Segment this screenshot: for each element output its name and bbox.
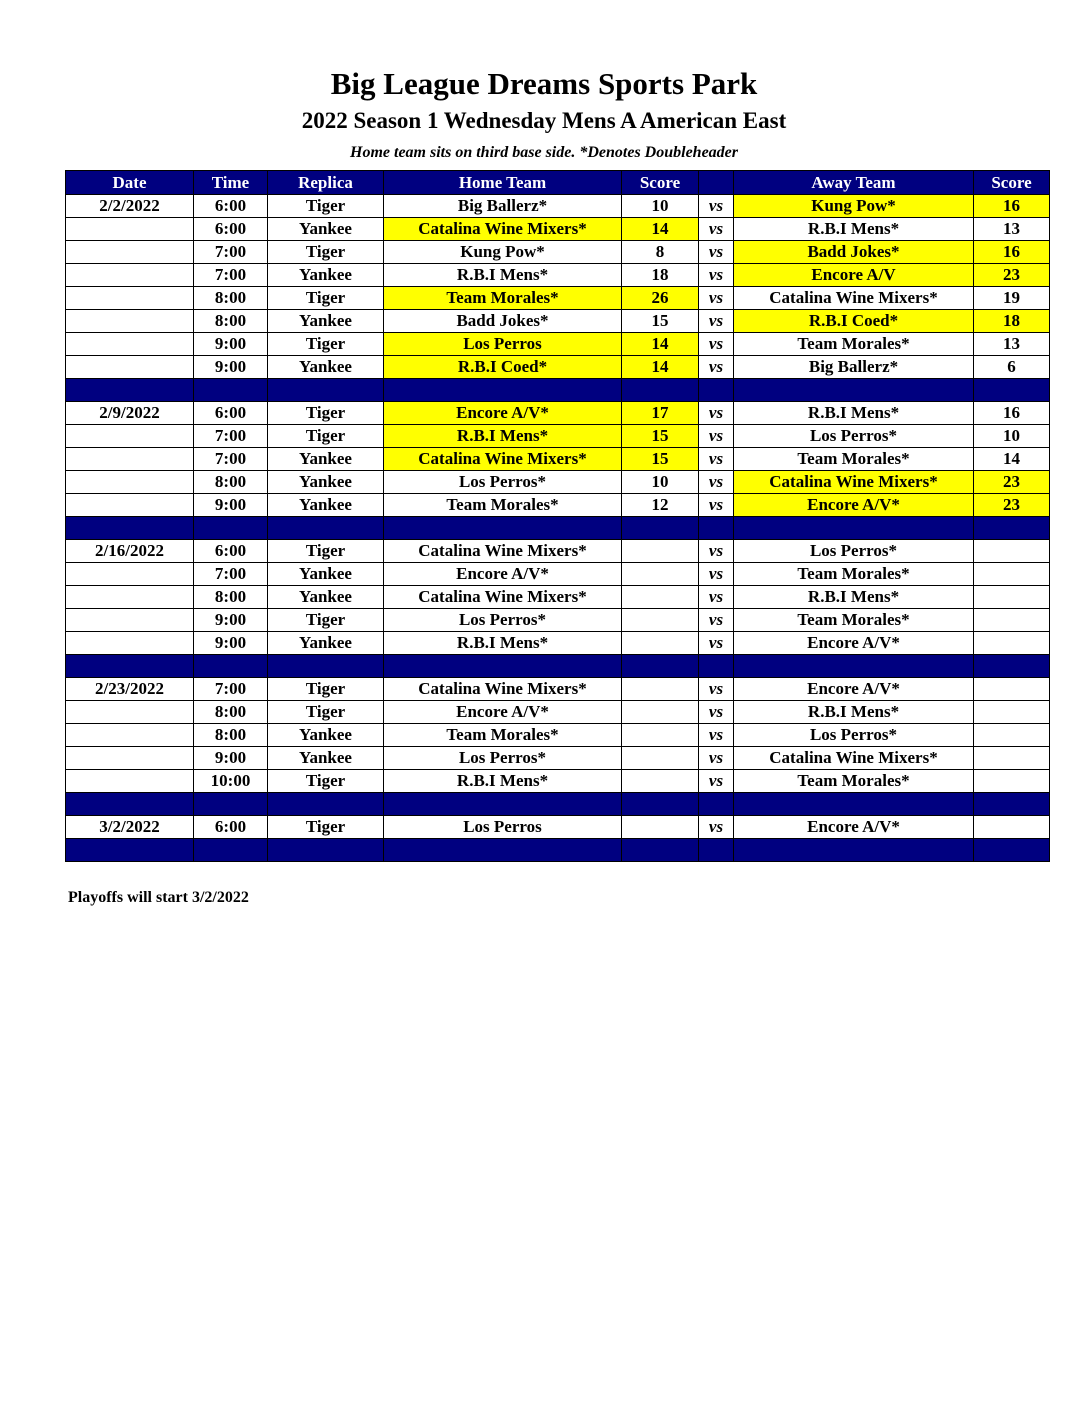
- home-score-cell: 12: [622, 494, 699, 517]
- time-cell: 6:00: [194, 195, 268, 218]
- game-row: [66, 678, 1050, 701]
- vs-cell: vs: [699, 586, 734, 609]
- away-team-cell: Los Perros*: [734, 724, 974, 747]
- home-score-cell: [622, 770, 699, 793]
- vs-cell: vs: [699, 333, 734, 356]
- time-cell: 8:00: [194, 471, 268, 494]
- separator-cell: [734, 517, 974, 540]
- vs-cell: vs: [699, 310, 734, 333]
- home-score-cell: 14: [622, 218, 699, 241]
- vs-cell: vs: [699, 471, 734, 494]
- away-score-cell: [974, 586, 1050, 609]
- home-score-cell: 15: [622, 425, 699, 448]
- separator-cell: [194, 379, 268, 402]
- away-team-cell: R.B.I Mens*: [734, 701, 974, 724]
- separator-cell: [194, 839, 268, 862]
- away-team-cell: Team Morales*: [734, 333, 974, 356]
- time-cell: 7:00: [194, 425, 268, 448]
- time-cell: 7:00: [194, 678, 268, 701]
- away-team-cell: Encore A/V*: [734, 494, 974, 517]
- game-row: [66, 747, 1050, 770]
- separator-row: [66, 379, 1050, 402]
- away-score-cell: 16: [974, 195, 1050, 218]
- vs-cell: vs: [699, 356, 734, 379]
- replica-cell: Yankee: [268, 471, 384, 494]
- home-team-cell: Catalina Wine Mixers*: [384, 218, 622, 241]
- away-score-cell: 13: [974, 218, 1050, 241]
- page-subtitle: 2022 Season 1 Wednesday Mens A American East: [301, 108, 787, 133]
- away-score-cell: 23: [974, 471, 1050, 494]
- separator-cell: [734, 839, 974, 862]
- vs-cell: vs: [699, 540, 734, 563]
- date-cell: [66, 494, 194, 517]
- away-team-cell: Encore A/V*: [734, 632, 974, 655]
- home-score-cell: [622, 816, 699, 839]
- away-score-cell: 6: [974, 356, 1050, 379]
- away-score-cell: [974, 678, 1050, 701]
- date-cell: [66, 632, 194, 655]
- replica-cell: Tiger: [268, 609, 384, 632]
- replica-cell: Tiger: [268, 287, 384, 310]
- vs-cell: vs: [699, 425, 734, 448]
- date-cell: 2/23/2022: [66, 678, 194, 701]
- away-score-cell: [974, 747, 1050, 770]
- home-team-cell: Encore A/V*: [384, 701, 622, 724]
- separator-cell: [66, 839, 194, 862]
- away-score-cell: [974, 540, 1050, 563]
- home-score-cell: 18: [622, 264, 699, 287]
- away-team-cell: Team Morales*: [734, 563, 974, 586]
- vs-cell: vs: [699, 218, 734, 241]
- date-cell: 2/2/2022: [66, 195, 194, 218]
- date-cell: [66, 471, 194, 494]
- replica-cell: Yankee: [268, 724, 384, 747]
- away-score-cell: 14: [974, 448, 1050, 471]
- separator-cell: [622, 517, 699, 540]
- separator-cell: [194, 655, 268, 678]
- separator-cell: [974, 517, 1050, 540]
- home-team-cell: Kung Pow*: [384, 241, 622, 264]
- date-cell: [66, 356, 194, 379]
- game-row: [66, 241, 1050, 264]
- away-team-cell: R.B.I Mens*: [734, 402, 974, 425]
- vs-cell: vs: [699, 241, 734, 264]
- col-home-team-header: Home Team: [384, 171, 622, 195]
- time-cell: 9:00: [194, 609, 268, 632]
- away-team-cell: Team Morales*: [734, 770, 974, 793]
- replica-cell: Yankee: [268, 264, 384, 287]
- away-team-cell: Team Morales*: [734, 448, 974, 471]
- col-away-team-header: Away Team: [734, 171, 974, 195]
- game-row: [66, 425, 1050, 448]
- home-score-cell: [622, 632, 699, 655]
- separator-row: [66, 793, 1050, 816]
- home-team-cell: Catalina Wine Mixers*: [384, 678, 622, 701]
- separator-cell: [699, 517, 734, 540]
- home-team-cell: Catalina Wine Mixers*: [384, 448, 622, 471]
- game-row: [66, 701, 1050, 724]
- home-team-cell: Los Perros*: [384, 747, 622, 770]
- away-team-cell: Badd Jokes*: [734, 241, 974, 264]
- home-team-cell: R.B.I Mens*: [384, 632, 622, 655]
- separator-cell: [699, 839, 734, 862]
- home-score-cell: 10: [622, 471, 699, 494]
- date-cell: 2/9/2022: [66, 402, 194, 425]
- away-team-cell: R.B.I Mens*: [734, 218, 974, 241]
- replica-cell: Tiger: [268, 402, 384, 425]
- home-score-cell: [622, 701, 699, 724]
- home-score-cell: 10: [622, 195, 699, 218]
- separator-cell: [974, 379, 1050, 402]
- time-cell: 7:00: [194, 264, 268, 287]
- home-score-cell: [622, 540, 699, 563]
- replica-cell: Tiger: [268, 816, 384, 839]
- separator-cell: [699, 793, 734, 816]
- vs-cell: vs: [699, 563, 734, 586]
- away-team-cell: Los Perros*: [734, 425, 974, 448]
- replica-cell: Yankee: [268, 563, 384, 586]
- away-score-cell: [974, 724, 1050, 747]
- col-time-header: Time: [194, 171, 268, 195]
- date-cell: [66, 241, 194, 264]
- away-team-cell: Team Morales*: [734, 609, 974, 632]
- time-cell: 9:00: [194, 494, 268, 517]
- replica-cell: Yankee: [268, 632, 384, 655]
- time-cell: 9:00: [194, 333, 268, 356]
- home-team-cell: R.B.I Mens*: [384, 425, 622, 448]
- replica-cell: Tiger: [268, 678, 384, 701]
- away-team-cell: Catalina Wine Mixers*: [734, 287, 974, 310]
- game-row: [66, 632, 1050, 655]
- time-cell: 9:00: [194, 356, 268, 379]
- playoffs-note: Playoffs will start 3/2/2022: [68, 889, 249, 906]
- col-date-header: Date: [66, 171, 194, 195]
- replica-cell: Tiger: [268, 540, 384, 563]
- away-team-cell: R.B.I Coed*: [734, 310, 974, 333]
- away-score-cell: [974, 770, 1050, 793]
- game-row: [66, 356, 1050, 379]
- replica-cell: Yankee: [268, 747, 384, 770]
- separator-cell: [194, 517, 268, 540]
- date-cell: [66, 287, 194, 310]
- away-team-cell: Catalina Wine Mixers*: [734, 747, 974, 770]
- away-team-cell: Encore A/V*: [734, 678, 974, 701]
- game-row: [66, 448, 1050, 471]
- time-cell: 6:00: [194, 218, 268, 241]
- game-row: [66, 333, 1050, 356]
- time-cell: 8:00: [194, 724, 268, 747]
- home-team-cell: Encore A/V*: [384, 563, 622, 586]
- vs-cell: vs: [699, 747, 734, 770]
- time-cell: 7:00: [194, 241, 268, 264]
- game-row: [66, 609, 1050, 632]
- away-team-cell: Big Ballerz*: [734, 356, 974, 379]
- header-row: [66, 171, 1050, 195]
- home-score-cell: [622, 609, 699, 632]
- away-score-cell: 10: [974, 425, 1050, 448]
- separator-cell: [974, 793, 1050, 816]
- vs-cell: vs: [699, 402, 734, 425]
- separator-cell: [622, 379, 699, 402]
- game-row: [66, 264, 1050, 287]
- schedule-table: [65, 170, 1050, 862]
- home-score-cell: 8: [622, 241, 699, 264]
- away-score-cell: [974, 609, 1050, 632]
- game-row: [66, 310, 1050, 333]
- col-vs-header: [699, 171, 734, 195]
- date-cell: [66, 218, 194, 241]
- separator-cell: [268, 793, 384, 816]
- game-row: [66, 724, 1050, 747]
- replica-cell: Tiger: [268, 195, 384, 218]
- separator-cell: [734, 379, 974, 402]
- separator-cell: [699, 379, 734, 402]
- vs-cell: vs: [699, 632, 734, 655]
- replica-cell: Tiger: [268, 770, 384, 793]
- replica-cell: Yankee: [268, 448, 384, 471]
- date-cell: [66, 333, 194, 356]
- vs-cell: vs: [699, 701, 734, 724]
- home-score-cell: 15: [622, 310, 699, 333]
- date-cell: [66, 310, 194, 333]
- away-score-cell: 16: [974, 241, 1050, 264]
- time-cell: 9:00: [194, 747, 268, 770]
- vs-cell: vs: [699, 678, 734, 701]
- away-score-cell: 23: [974, 494, 1050, 517]
- away-team-cell: Kung Pow*: [734, 195, 974, 218]
- vs-cell: vs: [699, 264, 734, 287]
- home-team-cell: Los Perros*: [384, 609, 622, 632]
- time-cell: 8:00: [194, 287, 268, 310]
- home-team-cell: R.B.I Mens*: [384, 770, 622, 793]
- page-title: Big League Dreams Sports Park: [330, 66, 758, 101]
- replica-cell: Yankee: [268, 586, 384, 609]
- game-row: [66, 770, 1050, 793]
- home-score-cell: [622, 747, 699, 770]
- date-cell: [66, 264, 194, 287]
- separator-cell: [268, 655, 384, 678]
- separator-cell: [384, 655, 622, 678]
- date-cell: [66, 563, 194, 586]
- separator-cell: [66, 793, 194, 816]
- away-team-cell: Los Perros*: [734, 540, 974, 563]
- home-score-cell: [622, 678, 699, 701]
- replica-cell: Yankee: [268, 218, 384, 241]
- separator-cell: [622, 655, 699, 678]
- schedule-note: Home team sits on third base side. *Denotes Doubleheader: [350, 144, 738, 161]
- away-team-cell: Catalina Wine Mixers*: [734, 471, 974, 494]
- home-score-cell: [622, 724, 699, 747]
- date-cell: [66, 609, 194, 632]
- separator-cell: [66, 655, 194, 678]
- separator-cell: [384, 839, 622, 862]
- away-score-cell: 19: [974, 287, 1050, 310]
- home-team-cell: Los Perros: [384, 333, 622, 356]
- time-cell: 8:00: [194, 701, 268, 724]
- separator-cell: [384, 793, 622, 816]
- separator-row: [66, 517, 1050, 540]
- time-cell: 9:00: [194, 632, 268, 655]
- home-score-cell: [622, 586, 699, 609]
- date-cell: [66, 448, 194, 471]
- game-row: [66, 287, 1050, 310]
- game-row: [66, 563, 1050, 586]
- home-score-cell: 15: [622, 448, 699, 471]
- date-cell: 3/2/2022: [66, 816, 194, 839]
- away-score-cell: [974, 701, 1050, 724]
- replica-cell: Yankee: [268, 356, 384, 379]
- vs-cell: vs: [699, 770, 734, 793]
- separator-cell: [384, 379, 622, 402]
- separator-cell: [699, 655, 734, 678]
- time-cell: 7:00: [194, 448, 268, 471]
- time-cell: 7:00: [194, 563, 268, 586]
- schedule-body: [66, 195, 1050, 862]
- date-cell: [66, 747, 194, 770]
- home-team-cell: R.B.I Coed*: [384, 356, 622, 379]
- game-row: [66, 218, 1050, 241]
- vs-cell: vs: [699, 724, 734, 747]
- date-cell: 2/16/2022: [66, 540, 194, 563]
- separator-cell: [974, 655, 1050, 678]
- vs-cell: vs: [699, 609, 734, 632]
- away-score-cell: 13: [974, 333, 1050, 356]
- time-cell: 6:00: [194, 402, 268, 425]
- away-score-cell: 16: [974, 402, 1050, 425]
- vs-cell: vs: [699, 195, 734, 218]
- replica-cell: Tiger: [268, 241, 384, 264]
- replica-cell: Tiger: [268, 701, 384, 724]
- game-row: [66, 586, 1050, 609]
- replica-cell: Tiger: [268, 425, 384, 448]
- home-team-cell: Los Perros: [384, 816, 622, 839]
- home-team-cell: Team Morales*: [384, 494, 622, 517]
- home-score-cell: 26: [622, 287, 699, 310]
- date-cell: [66, 586, 194, 609]
- separator-row: [66, 839, 1050, 862]
- home-team-cell: Encore A/V*: [384, 402, 622, 425]
- time-cell: 6:00: [194, 540, 268, 563]
- col-home-score-header: Score: [622, 171, 699, 195]
- col-away-score-header: Score: [974, 171, 1050, 195]
- vs-cell: vs: [699, 448, 734, 471]
- game-row: [66, 195, 1050, 218]
- away-score-cell: [974, 563, 1050, 586]
- home-team-cell: Los Perros*: [384, 471, 622, 494]
- home-team-cell: R.B.I Mens*: [384, 264, 622, 287]
- vs-cell: vs: [699, 816, 734, 839]
- time-cell: 10:00: [194, 770, 268, 793]
- separator-cell: [622, 839, 699, 862]
- home-score-cell: [622, 563, 699, 586]
- game-row: [66, 540, 1050, 563]
- away-team-cell: Encore A/V*: [734, 816, 974, 839]
- away-team-cell: Encore A/V: [734, 264, 974, 287]
- separator-cell: [268, 379, 384, 402]
- away-team-cell: R.B.I Mens*: [734, 586, 974, 609]
- home-team-cell: Team Morales*: [384, 287, 622, 310]
- game-row: [66, 494, 1050, 517]
- home-score-cell: 14: [622, 356, 699, 379]
- away-score-cell: [974, 816, 1050, 839]
- time-cell: 8:00: [194, 310, 268, 333]
- separator-cell: [734, 655, 974, 678]
- game-row: [66, 471, 1050, 494]
- home-team-cell: Big Ballerz*: [384, 195, 622, 218]
- home-team-cell: Catalina Wine Mixers*: [384, 540, 622, 563]
- time-cell: 6:00: [194, 816, 268, 839]
- home-team-cell: Catalina Wine Mixers*: [384, 586, 622, 609]
- vs-cell: vs: [699, 287, 734, 310]
- separator-cell: [268, 839, 384, 862]
- replica-cell: Tiger: [268, 333, 384, 356]
- home-team-cell: Badd Jokes*: [384, 310, 622, 333]
- separator-cell: [974, 839, 1050, 862]
- game-row: [66, 816, 1050, 839]
- away-score-cell: 23: [974, 264, 1050, 287]
- home-score-cell: 17: [622, 402, 699, 425]
- separator-cell: [734, 793, 974, 816]
- separator-cell: [268, 517, 384, 540]
- separator-cell: [384, 517, 622, 540]
- away-score-cell: 18: [974, 310, 1050, 333]
- date-cell: [66, 770, 194, 793]
- date-cell: [66, 425, 194, 448]
- separator-cell: [622, 793, 699, 816]
- separator-cell: [66, 379, 194, 402]
- away-score-cell: [974, 632, 1050, 655]
- home-team-cell: Team Morales*: [384, 724, 622, 747]
- date-cell: [66, 701, 194, 724]
- game-row: [66, 402, 1050, 425]
- replica-cell: Yankee: [268, 494, 384, 517]
- replica-cell: Yankee: [268, 310, 384, 333]
- time-cell: 8:00: [194, 586, 268, 609]
- separator-cell: [194, 793, 268, 816]
- home-score-cell: 14: [622, 333, 699, 356]
- separator-row: [66, 655, 1050, 678]
- date-cell: [66, 724, 194, 747]
- vs-cell: vs: [699, 494, 734, 517]
- col-replica-header: Replica: [268, 171, 384, 195]
- separator-cell: [66, 517, 194, 540]
